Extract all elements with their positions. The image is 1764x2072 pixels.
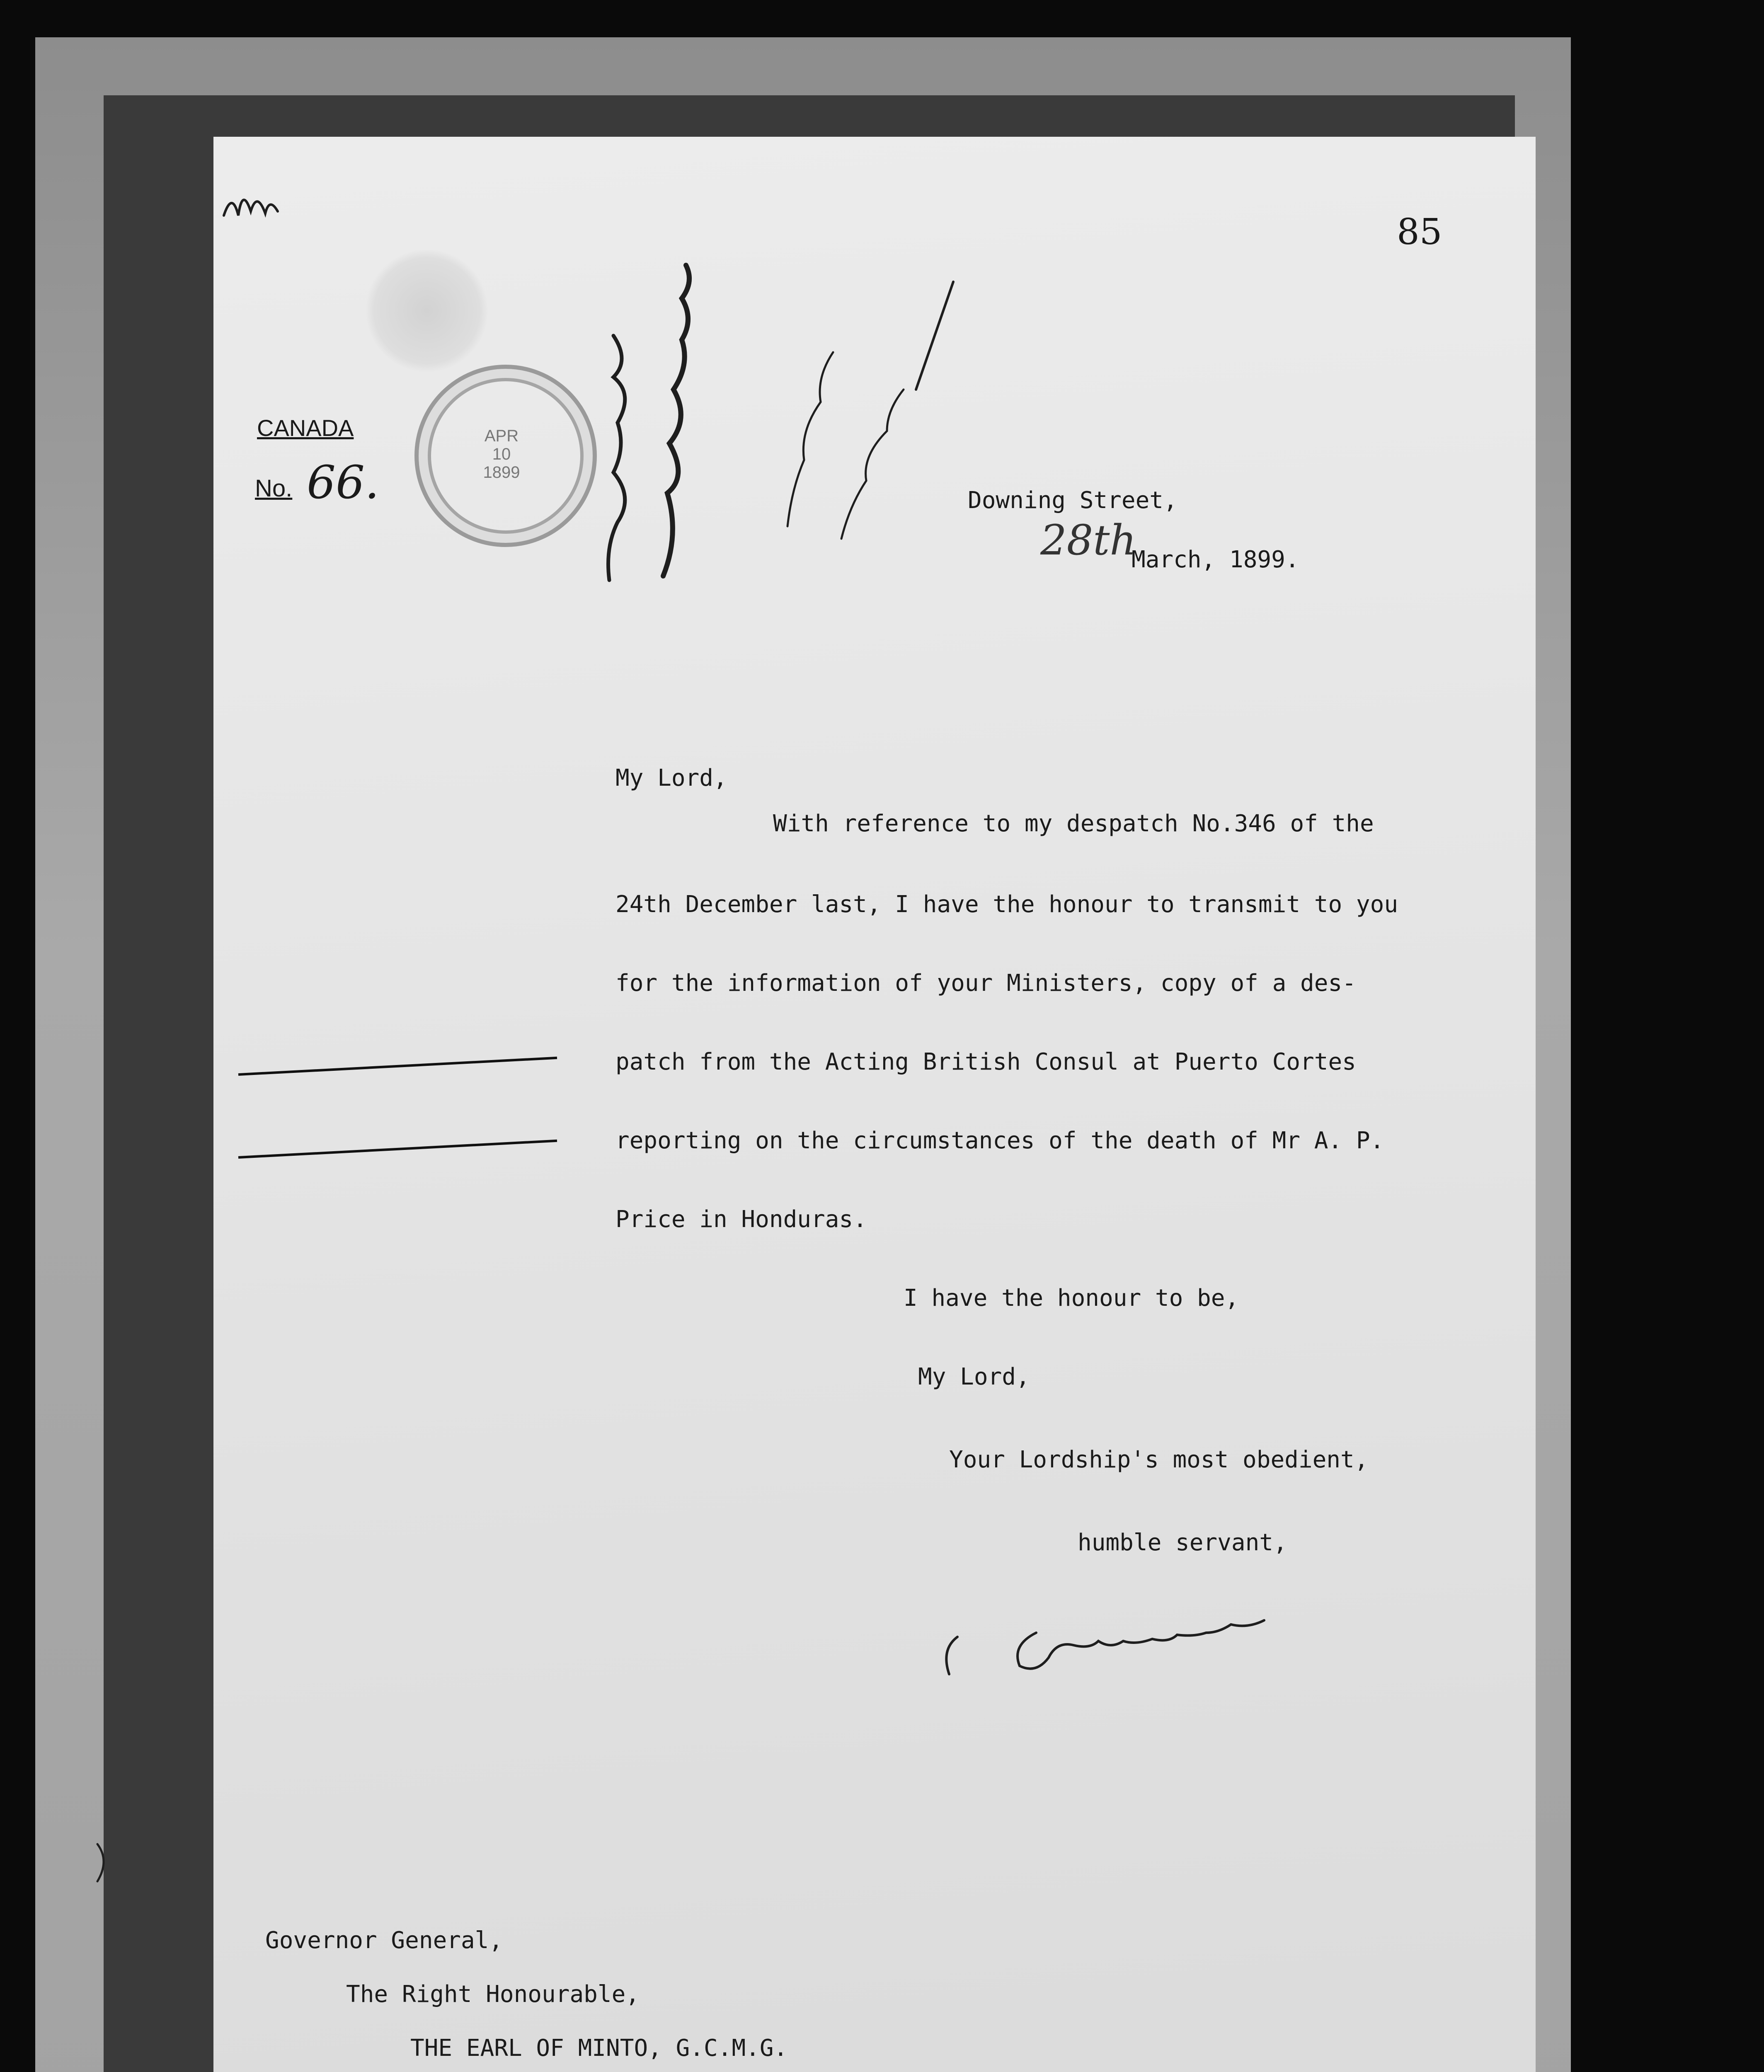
margin-note-4 bbox=[841, 390, 904, 539]
stamp-line-year: 1899 bbox=[483, 463, 520, 482]
corner-initials-scribble bbox=[224, 200, 278, 215]
stamp-line-day: 10 bbox=[492, 445, 511, 463]
body-line-6: Price in Honduras. bbox=[615, 1206, 867, 1233]
country-label: CANADA bbox=[257, 415, 354, 441]
salutation: My Lord, bbox=[615, 765, 727, 792]
place-line: Downing Street, bbox=[968, 487, 1178, 514]
body-line-3: for the information of your Ministers, copy of a des- bbox=[615, 970, 1356, 997]
addressee-line-2: The Right Honourable, bbox=[346, 1981, 640, 2008]
signature-stroke bbox=[946, 1620, 1264, 1674]
margin-slash bbox=[916, 282, 953, 390]
despatch-number-prefix: No. bbox=[255, 475, 293, 502]
margin-note-2 bbox=[663, 265, 689, 576]
closing-line-4: humble servant, bbox=[1078, 1529, 1287, 1556]
body-line-1: With reference to my despatch No.346 of the bbox=[773, 810, 1374, 837]
addressee-line-3: THE EARL OF MINTO, G.C.M.G. bbox=[410, 2035, 788, 2062]
margin-note-1 bbox=[608, 336, 625, 580]
closing-line-1: I have the honour to be, bbox=[904, 1285, 1239, 1312]
closing-line-3: Your Lordship's most obedient, bbox=[949, 1446, 1369, 1473]
page-number: 85 bbox=[1397, 211, 1442, 253]
closing-line-2: My Lord, bbox=[918, 1363, 1030, 1390]
despatch-number: 66. bbox=[307, 456, 379, 509]
date-day-handwritten: 28th bbox=[1040, 516, 1136, 564]
body-line-5: reporting on the circumstances of the death of Mr A. P. bbox=[615, 1127, 1384, 1154]
addressee-line-1: Governor General, bbox=[265, 1927, 503, 1954]
stamp-line-month: APR bbox=[484, 427, 519, 445]
date-line: March, 1899. bbox=[1132, 546, 1299, 573]
bracket-mark bbox=[97, 1844, 104, 1881]
margin-note-3 bbox=[788, 352, 833, 526]
body-line-2: 24th December last, I have the honour to transmit to you bbox=[615, 891, 1398, 918]
body-line-4: patch from the Acting British Consul at Puerto Cortes bbox=[615, 1048, 1356, 1075]
